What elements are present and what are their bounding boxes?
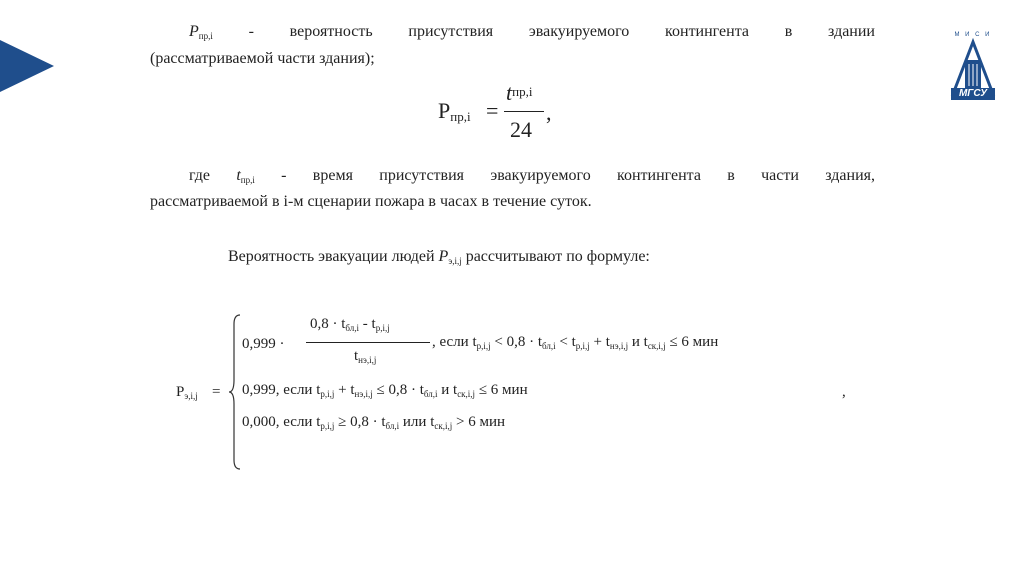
formula1-num: $t_{пр,i}$ [506, 80, 533, 105]
formula1-den: 24 [510, 117, 532, 142]
para-3 [228, 247, 650, 271]
sub: бл,i [542, 341, 556, 351]
formula2-lhs: $P_{э,i,j}$ [176, 384, 198, 401]
formula1-fraction-line [504, 111, 544, 112]
case1-coef: 0,999 · [242, 336, 285, 352]
para-1-text: - вероятность присутствия эвакуируемого контингента в здании [248, 23, 875, 40]
sub: р,i,j [375, 323, 390, 333]
sub: нэ,i,j [609, 341, 629, 351]
sub: бл,i [345, 323, 360, 333]
logo-letters: М И С И [954, 32, 992, 38]
case3: 0,000, если $t_{р,i,j} \ge 0,8 \cdot t_{бл,i}$ или $t_{ск,i,j} > 6$ мин [242, 414, 506, 431]
para-2-line-1 [189, 166, 875, 190]
left-brace-icon [228, 314, 242, 470]
case1-fraction-line [306, 342, 430, 343]
para-3-after: рассчитывают по формуле: [465, 248, 650, 265]
case1-condition: , если $t_{р,i,j} < 0,8 \cdot t_{бл,i} < t_{р,i,j} + t_{нэ,i,j}$ и $t_{ск,i,j} \le 6$ мин [432, 334, 719, 351]
formula1-num-sub: пр,i [512, 84, 533, 99]
sub: нэ,i,j [358, 355, 377, 365]
para-3-before: Вероятность эвакуации людей [228, 248, 435, 265]
formula1-lhs-sub: пр,i [450, 109, 471, 124]
sub: ск,i,j [457, 389, 476, 399]
mgsu-logo [948, 32, 998, 102]
para-1-line-2: (рассматриваемой части здания); [150, 50, 375, 67]
formula1-eq: = [486, 98, 499, 123]
sub: ск,i,j [647, 341, 666, 351]
para-1-line-1 [189, 22, 875, 46]
formula1-lhs: $P_{пр,i}$ [438, 98, 471, 124]
formula-p-e [170, 312, 860, 472]
slide-marker-triangle [0, 40, 54, 92]
case1-num: $0,8 \cdot t_{бл,i} - t_{р,i,j}$ [310, 316, 390, 333]
sub: р,i,j [476, 341, 491, 351]
case1-den: $t_{нэ,i,j}$ [354, 348, 377, 365]
formula-p-pr [438, 82, 568, 146]
sub: р,i,j [575, 341, 590, 351]
sub: э,i,j [448, 256, 462, 266]
sub: пр,i [198, 31, 213, 41]
sub: бл,i [423, 389, 438, 399]
formula2-tail: , [842, 384, 846, 400]
formula2-eq: = [212, 384, 221, 400]
para-2-text: - время присутствия эвакуируемого контингента в части здания, [281, 167, 876, 184]
sub: р,i,j [320, 421, 335, 431]
symbol-p-e: P [438, 248, 449, 265]
sub: р,i,j [320, 389, 335, 399]
sub: бл,i [385, 421, 400, 431]
case2: 0,999, если $t_{р,i,j} + t_{нэ,i,j} \le 0,8 \cdot t_{бл,i}$ и $t_{ск,i,j} \le 6$ мин [242, 382, 528, 399]
sub: нэ,i,j [354, 389, 373, 399]
para-2-line-2: рассматриваемой в i-м сценарии пожара в часах в течение суток. [150, 193, 592, 210]
sub: пр,i [240, 175, 255, 185]
sub: ск,i,j [434, 421, 453, 431]
formula2-lhs-sub: э,i,j [184, 391, 198, 401]
formula1-tail: , [546, 100, 552, 125]
symbol-t: t [236, 167, 241, 184]
para-2-where: где [189, 167, 211, 184]
logo-name: МГСУ [958, 88, 988, 99]
symbol-p: P [189, 23, 199, 40]
